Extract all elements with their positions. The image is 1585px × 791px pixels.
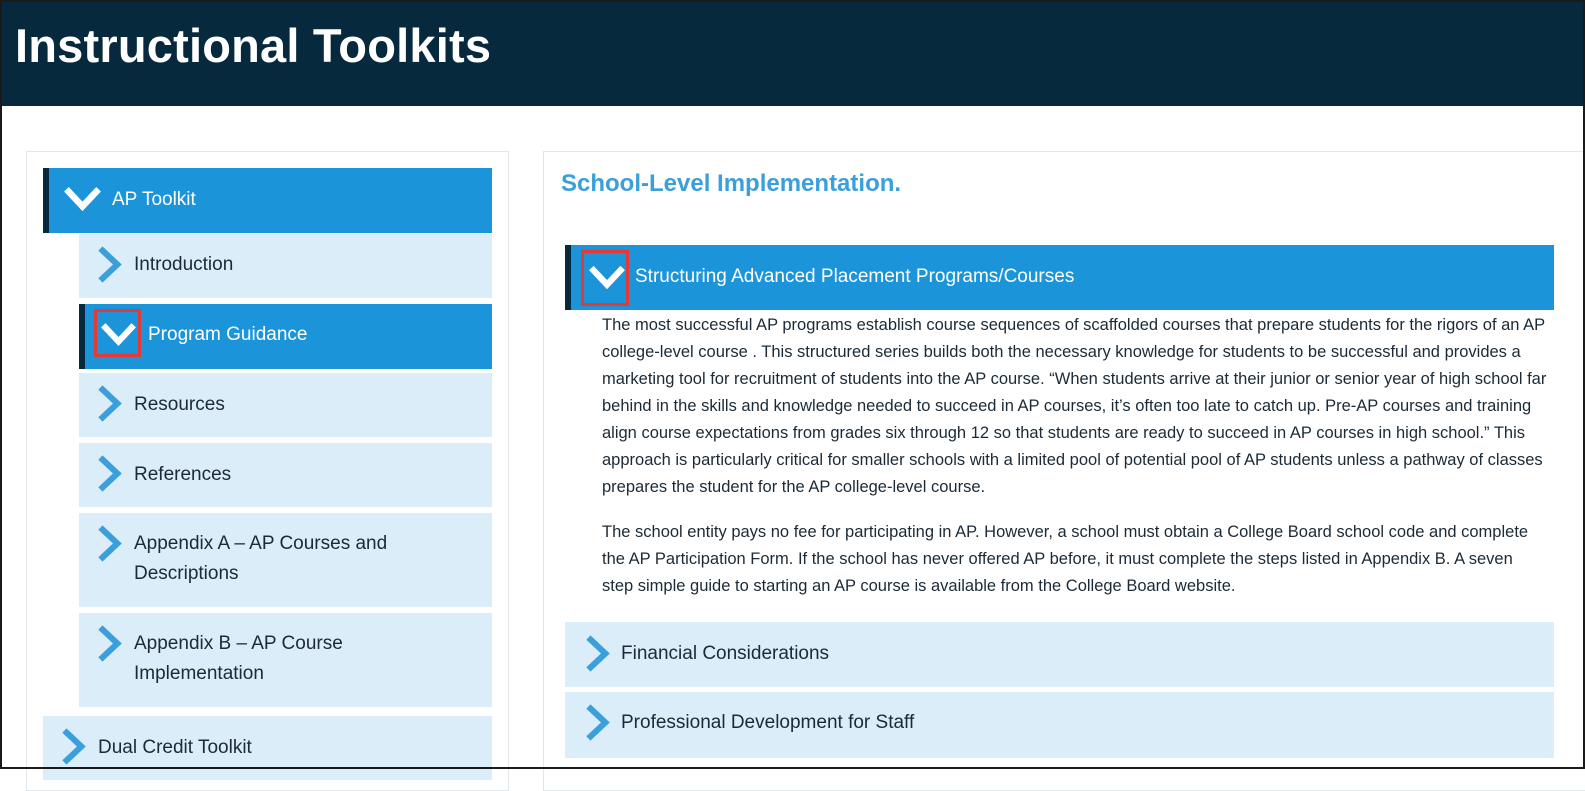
sidebar-item-label: AP Toolkit [112, 189, 196, 210]
chevron-right-icon [97, 455, 123, 492]
sidebar-item-ap-toolkit[interactable] [43, 168, 492, 233]
chevron-right-icon [585, 704, 611, 741]
chevron-right-icon [97, 625, 123, 662]
sidebar-item-appendix-a[interactable] [79, 513, 492, 607]
chevron-right-icon [97, 525, 123, 562]
sidebar-item-label: Introduction [134, 254, 234, 275]
sidebar-item-label: Appendix A – AP Courses and Descriptions [134, 533, 388, 584]
chevron-right-icon [97, 385, 123, 422]
accordion-financial-considerations[interactable] [565, 622, 1554, 687]
chevron-right-icon [97, 246, 123, 283]
sidebar-item-appendix-b[interactable] [79, 613, 492, 707]
chevron-down-icon [589, 264, 625, 291]
accordion-professional-development[interactable] [565, 692, 1554, 758]
sidebar-item-program-guidance[interactable] [79, 304, 492, 369]
sidebar-item-references[interactable] [79, 443, 492, 507]
sidebar-item-introduction[interactable] [79, 234, 492, 298]
sidebar-item-label: References [134, 464, 232, 485]
sidebar-item-label: Resources [134, 394, 225, 415]
sidebar-item-label: Appendix B – AP Course Implementation [134, 633, 343, 684]
sidebar-item-dual-credit-toolkit[interactable] [43, 716, 492, 780]
chevron-down-icon [64, 185, 101, 213]
chevron-down-icon [101, 321, 136, 348]
accordion-label: Structuring Advanced Placement Programs/Courses [635, 266, 1075, 287]
accordion-structuring-ap-programs[interactable] [565, 245, 1554, 310]
chevron-right-icon [585, 635, 611, 672]
content-paragraph: The most successful AP programs establish course sequences of scaffolded courses that prepare students for the rigors of an AP college-level course . This structured series builds both the necessary knowledge for students to be successful and provides a marketing tool for recruitment of students into the AP course. “When students arrive at their junior or senior year of high school far behind in the skills and knowledge needed to succeed in AP courses, it’s often too late to catch up. Pre-AP courses and training align course expectations from grades six through 12 so that students are ready to succeed in AP courses in high school.” This approach is particularly critical for smaller schools with a limited pool of potential pool of AP students unless a pathway of classes prepares the student for the AP college-level course. [602, 316, 1547, 496]
chevron-right-icon [61, 728, 87, 765]
sidebar-item-resources[interactable] [79, 373, 492, 437]
sidebar-item-label: Program Guidance [148, 324, 308, 345]
page-header [0, 0, 1585, 106]
accordion-label: Financial Considerations [621, 643, 830, 664]
section-title: School-Level Implementation. [561, 170, 902, 197]
sidebar-item-label: Dual Credit Toolkit [98, 737, 252, 758]
content-paragraph: The school entity pays no fee for participating in AP. However, a school must obtain a College Board school code and complete the AP Participation Form. If the school has never offered AP before, it must complete the steps listed in Appendix B. A seven step simple guide to starting an AP course is available from the College Board website. [602, 523, 1529, 595]
page-title: Instructional Toolkits [15, 19, 492, 72]
accordion-label: Professional Development for Staff [621, 712, 915, 733]
